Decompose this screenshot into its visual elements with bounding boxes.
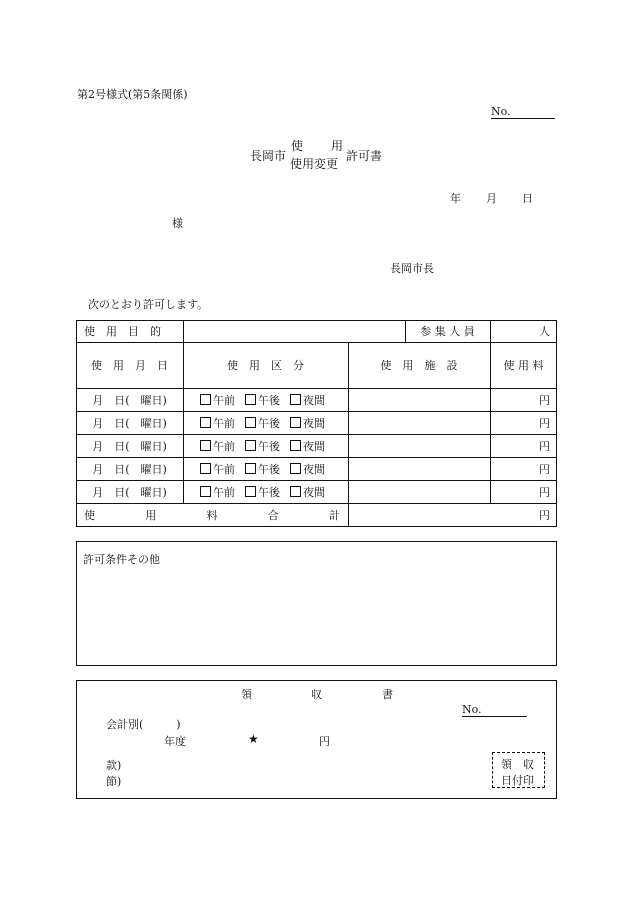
option-pm[interactable] xyxy=(245,392,280,408)
option-am[interactable] xyxy=(200,415,235,431)
row-division xyxy=(200,388,325,411)
col-division-header: 使 用 区 分 xyxy=(227,359,304,372)
option-label: 午後 xyxy=(258,439,280,453)
checkbox-icon xyxy=(290,463,301,474)
date-month: 月 xyxy=(486,192,497,205)
checkbox-icon xyxy=(200,486,211,497)
row-division xyxy=(200,480,325,503)
no-label: No. xyxy=(491,105,511,118)
option-label: 午前 xyxy=(213,416,235,430)
checkbox-icon xyxy=(200,394,211,405)
col-fee-header: 使 用 料 xyxy=(503,359,544,372)
total-label-char: 合 xyxy=(267,509,279,522)
date-day: 日 xyxy=(522,192,533,205)
fiscal-year-label: 年度 xyxy=(164,735,186,748)
receipt-date-stamp xyxy=(492,752,545,788)
row-fee-unit: 円 xyxy=(539,439,550,453)
setsu-label: 節) xyxy=(106,775,122,788)
option-label: 午前 xyxy=(213,393,235,407)
row-date: 月 日( 曜日) xyxy=(92,485,167,499)
row-fee-unit: 円 xyxy=(539,462,550,476)
checkbox-icon xyxy=(245,417,256,428)
option-pm[interactable] xyxy=(245,415,280,431)
row-fee-unit: 円 xyxy=(539,393,550,407)
total-label xyxy=(84,503,340,527)
row-date: 月 日( 曜日) xyxy=(92,439,167,453)
stamp-line-1: 領 収 xyxy=(501,758,534,771)
checkbox-icon xyxy=(245,463,256,474)
option-night[interactable] xyxy=(290,484,325,500)
checkbox-icon xyxy=(290,417,301,428)
checkbox-icon xyxy=(200,463,211,474)
option-night[interactable] xyxy=(290,438,325,454)
option-label: 午後 xyxy=(258,393,280,407)
total-label-char: 料 xyxy=(206,509,218,522)
option-pm[interactable] xyxy=(245,438,280,454)
row-division xyxy=(200,457,325,480)
option-label: 午後 xyxy=(258,416,280,430)
option-am[interactable] xyxy=(200,392,235,408)
receipt-title-2: 収 xyxy=(311,688,322,701)
receipt-no-label: No. xyxy=(462,703,482,716)
option-label: 午後 xyxy=(258,462,280,476)
total-label-char: 用 xyxy=(145,509,157,522)
option-label: 夜間 xyxy=(303,439,325,453)
checkbox-icon xyxy=(245,394,256,405)
kan-label: 款) xyxy=(106,759,122,772)
yen-label: 円 xyxy=(319,735,330,748)
col-facility-header: 使 用 施 設 xyxy=(380,359,458,372)
issuer-name: 長岡市長 xyxy=(390,262,434,275)
option-night[interactable] xyxy=(290,461,325,477)
checkbox-icon xyxy=(290,440,301,451)
document-number xyxy=(491,105,555,119)
title-prefix: 長岡市 xyxy=(250,149,287,163)
conditions-label: 許可条件その他 xyxy=(83,553,160,566)
option-night[interactable] xyxy=(290,415,325,431)
checkbox-icon xyxy=(245,440,256,451)
option-pm[interactable] xyxy=(245,461,280,477)
receipt-number xyxy=(462,703,527,717)
option-am[interactable] xyxy=(200,438,235,454)
row-division xyxy=(200,434,325,457)
option-label: 夜間 xyxy=(303,393,325,407)
option-label: 午前 xyxy=(213,485,235,499)
option-label: 夜間 xyxy=(303,416,325,430)
date-year: 年 xyxy=(450,192,461,205)
purpose-value[interactable] xyxy=(183,320,405,342)
title-usage: 使 xyxy=(291,139,304,153)
row-fee-unit: 円 xyxy=(539,485,550,499)
receipt-title-3: 書 xyxy=(382,688,393,701)
total-unit: 円 xyxy=(539,509,550,522)
form-number: 第2号様式(第5条関係) xyxy=(77,88,188,101)
col-date-header: 使 用 月 日 xyxy=(91,359,168,372)
option-label: 午前 xyxy=(213,439,235,453)
account-label: 会計別( ) xyxy=(106,718,181,731)
option-label: 夜間 xyxy=(303,485,325,499)
conditions-box[interactable] xyxy=(76,541,557,666)
row-date: 月 日( 曜日) xyxy=(92,393,167,407)
intro-text: 次のとおり許可します。 xyxy=(88,298,209,311)
total-label-char: 使 xyxy=(84,509,95,522)
row-date: 月 日( 曜日) xyxy=(92,416,167,430)
purpose-label: 使 用 目 的 xyxy=(84,325,161,338)
stamp-line-2: 日付印 xyxy=(501,774,534,787)
title-usage-2: 用 xyxy=(331,139,344,153)
checkbox-icon xyxy=(290,394,301,405)
option-label: 夜間 xyxy=(303,462,325,476)
row-division xyxy=(200,411,325,434)
option-am[interactable] xyxy=(200,461,235,477)
checkbox-icon xyxy=(200,417,211,428)
checkbox-icon xyxy=(290,486,301,497)
participants-label: 参 集 人 員 xyxy=(420,325,475,338)
row-date: 月 日( 曜日) xyxy=(92,462,167,476)
addressee-honorific: 様 xyxy=(172,217,183,230)
star-icon: ★ xyxy=(248,732,259,746)
option-label: 午後 xyxy=(258,485,280,499)
title-suffix: 許可書 xyxy=(346,149,383,163)
title-usage-change: 使用変更 xyxy=(290,157,339,171)
option-label: 午前 xyxy=(213,462,235,476)
total-label-char: 計 xyxy=(329,509,340,522)
option-pm[interactable] xyxy=(245,484,280,500)
participants-unit: 人 xyxy=(539,325,550,338)
checkbox-icon xyxy=(245,486,256,497)
option-am[interactable] xyxy=(200,484,235,500)
receipt-title-1: 領 xyxy=(241,688,252,701)
checkbox-icon xyxy=(200,440,211,451)
row-fee-unit: 円 xyxy=(539,416,550,430)
option-night[interactable] xyxy=(290,392,325,408)
